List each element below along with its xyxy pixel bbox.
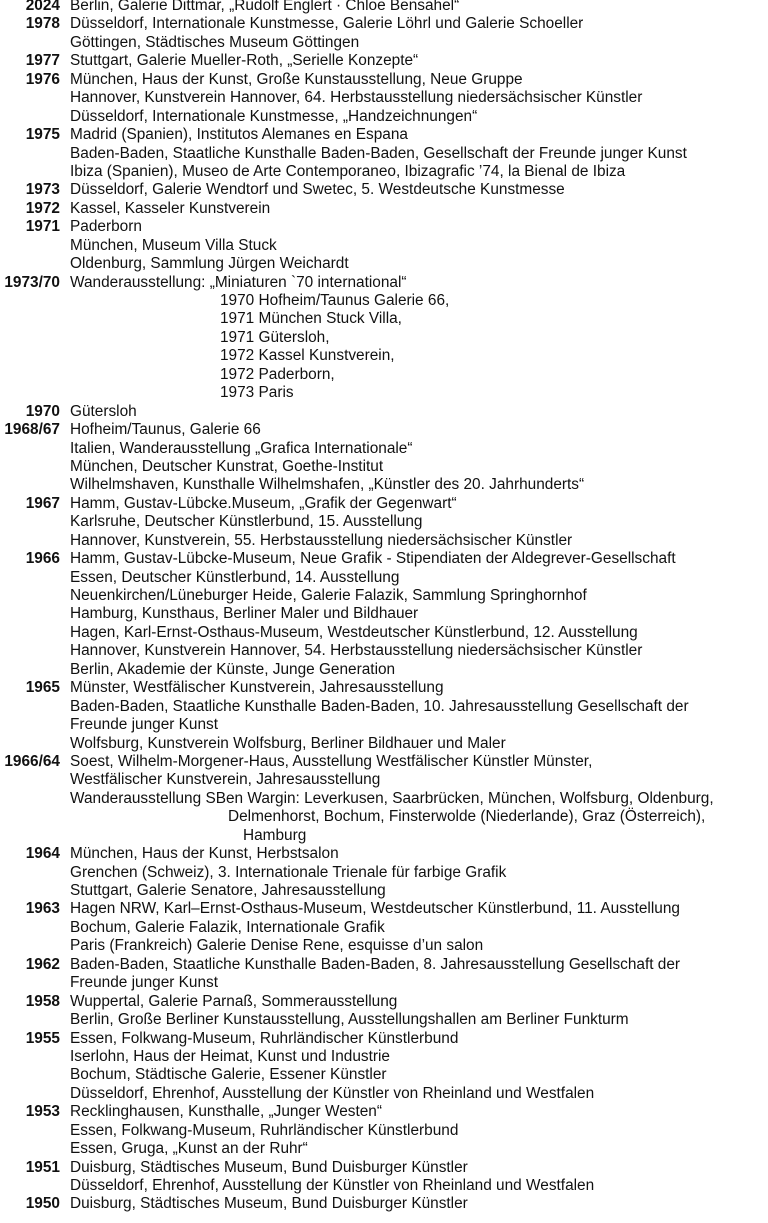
exhibition-row: [0, 495, 768, 513]
exhibition-year: 1955: [25, 1029, 60, 1047]
exhibition-entry: Baden-Baden, Staatliche Kunsthalle Baden-Baden, 10. Jahresausstellung Gesellschaft der: [70, 697, 689, 715]
exhibition-row: [0, 163, 768, 181]
exhibition-row: [0, 421, 768, 439]
exhibition-row: [0, 1011, 768, 1029]
exhibition-entry: Hannover, Kunstverein, 55. Herbstausstellung niedersächsischer Künstler: [70, 531, 573, 549]
exhibition-row: [0, 1140, 768, 1158]
exhibition-entry: Bochum, Galerie Falazik, Internationale Grafik: [70, 918, 385, 936]
exhibition-entry: Essen, Gruga, „Kunst an der Ruhr“: [70, 1140, 308, 1158]
exhibition-row: [0, 366, 768, 384]
exhibition-entry: Soest, Wilhelm-Morgener-Haus, Ausstellung Westfälischer Künstler Münster,: [70, 752, 593, 770]
exhibition-entry: Stuttgart, Galerie Senatore, Jahresausstellung: [70, 882, 386, 899]
exhibition-year: 1962: [25, 955, 60, 973]
exhibition-entry: Essen, Folkwang-Museum, Ruhrländischer Künstlerbund: [70, 1121, 459, 1139]
exhibition-year: 1978: [25, 15, 60, 33]
exhibition-row: [0, 698, 768, 716]
exhibition-entry: Hannover, Kunstverein Hannover, 64. Herbstausstellung niedersächsischer Künstler: [70, 89, 643, 107]
exhibition-entry: Freunde junger Kunst: [70, 974, 219, 992]
exhibition-entry: München, Museum Villa Stuck: [70, 236, 277, 254]
exhibition-entry: Wuppertal, Galerie Parnaß, Sommerausstellung: [70, 992, 398, 1010]
exhibition-row: [0, 827, 768, 845]
exhibition-year: 1963: [25, 900, 60, 918]
exhibition-entry: Essen, Deutscher Künstlerbund, 14. Ausstellung: [70, 568, 400, 586]
exhibition-entry: Berlin, Akademie der Künste, Junge Generation: [70, 660, 396, 678]
exhibition-row: [0, 0, 768, 15]
exhibition-row: [0, 145, 768, 163]
exhibition-year: 1965: [25, 679, 60, 697]
exhibition-year: 1977: [25, 52, 60, 70]
exhibition-row: [0, 71, 768, 89]
exhibition-entry: Düsseldorf, Ehrenhof, Ausstellung der Künstler von Rheinland und Westfalen: [70, 1084, 595, 1102]
exhibition-entry: 1970 Hofheim/Taunus Galerie 66,: [220, 292, 450, 309]
exhibition-entry: München, Haus der Kunst, Herbstsalon: [70, 845, 339, 863]
exhibition-year: 1967: [25, 494, 60, 512]
exhibition-year: 1970: [25, 402, 60, 420]
exhibition-entry: Gütersloh: [70, 402, 137, 420]
exhibition-row: [0, 624, 768, 642]
exhibition-entry: 1972 Paderborn,: [220, 365, 335, 383]
exhibition-entry: Iserlohn, Haus der Heimat, Kunst und Industrie: [70, 1047, 390, 1065]
exhibition-entry: Stuttgart, Galerie Mueller-Roth, „Serielle Konzepte“: [70, 52, 419, 70]
exhibition-year: 1968/67: [4, 421, 60, 439]
exhibition-entry: Delmenhorst, Bochum, Finsterwolde (Niederlande), Graz (Österreich),: [228, 808, 706, 826]
exhibition-entry: 1973 Paris: [220, 384, 294, 402]
exhibition-year: 2024: [25, 0, 60, 14]
exhibition-row: [0, 218, 768, 236]
exhibition-row: [0, 1085, 768, 1103]
exhibition-entry: Wolfsburg, Kunstverein Wolfsburg, Berliner Bildhauer und Maler: [70, 734, 506, 752]
exhibition-row: [0, 200, 768, 218]
exhibition-row: [0, 403, 768, 421]
exhibition-row: [0, 108, 768, 126]
exhibition-entry: Recklinghausen, Kunsthalle, „Junger Westen“: [70, 1103, 382, 1121]
exhibition-entry: Westfälischer Kunstverein, Jahresausstellung: [70, 771, 381, 789]
exhibition-row: [0, 587, 768, 605]
exhibition-year: 1958: [25, 992, 60, 1010]
exhibition-row: [0, 15, 768, 33]
exhibition-row: [0, 808, 768, 826]
exhibition-row: [0, 34, 768, 52]
exhibition-row: [0, 384, 768, 402]
exhibition-row: [0, 716, 768, 734]
exhibition-year: 1972: [25, 199, 60, 217]
exhibition-row: [0, 642, 768, 660]
exhibition-row: [0, 974, 768, 992]
exhibition-entry: Oldenburg, Sammlung Jürgen Weichardt: [70, 255, 349, 273]
exhibition-year: 1976: [25, 70, 60, 88]
exhibition-entry: 1971 Gütersloh,: [220, 328, 330, 346]
exhibition-entry: Freunde junger Kunst: [70, 716, 219, 734]
exhibition-row: [0, 753, 768, 771]
exhibition-entry: Baden-Baden, Staatliche Kunsthalle Baden-Baden, Gesellschaft der Freunde junger Kunst: [70, 144, 687, 162]
exhibition-year: 1973/70: [4, 273, 60, 291]
exhibition-row: [0, 440, 768, 458]
exhibition-row: [0, 771, 768, 789]
exhibition-entry: München, Deutscher Kunstrat, Goethe-Institut: [70, 457, 384, 475]
exhibition-row: [0, 1122, 768, 1140]
exhibition-entry: Madrid (Spanien), Institutos Alemanes en Espana: [70, 126, 408, 144]
exhibition-row: [0, 181, 768, 199]
exhibition-entry: Göttingen, Städtisches Museum Göttingen: [70, 33, 360, 51]
exhibition-row: [0, 993, 768, 1011]
exhibition-row: [0, 661, 768, 679]
exhibition-entry: Essen, Folkwang-Museum, Ruhrländischer Künstlerbund: [70, 1029, 459, 1047]
exhibition-row: [0, 864, 768, 882]
exhibition-entry: Ibiza (Spanien), Museo de Arte Contemporaneo, Ibizagrafic ’74, la Bienal de Ibiza: [70, 162, 626, 180]
exhibition-entry: Hamm, Gustav-Lübcke.Museum, „Grafik der Gegenwart“: [70, 494, 457, 512]
exhibition-entry: Münster, Westfälischer Kunstverein, Jahresausstellung: [70, 679, 444, 697]
exhibition-row: [0, 1103, 768, 1121]
exhibition-entry: Hamburg: [243, 826, 307, 844]
exhibition-entry: Paris (Frankreich) Galerie Denise Rene, esquisse d’un salon: [70, 937, 484, 955]
exhibition-entry: Paderborn: [70, 218, 142, 236]
exhibition-entry: München, Haus der Kunst, Große Kunstausstellung, Neue Gruppe: [70, 70, 523, 88]
exhibition-year: 1971: [25, 218, 60, 236]
exhibition-entry: Hofheim/Taunus, Galerie 66: [70, 421, 261, 439]
exhibition-row: [0, 550, 768, 568]
exhibition-entry: Kassel, Kasseler Kunstverein: [70, 199, 271, 217]
exhibition-entry: 1972 Kassel Kunstverein,: [220, 347, 395, 365]
exhibition-entry: Düsseldorf, Galerie Wendtorf und Swetec, 5. Westdeutsche Kunstmesse: [70, 181, 565, 199]
exhibition-year: 1973: [25, 181, 60, 199]
exhibition-row: [0, 1159, 768, 1177]
exhibition-year: 1950: [25, 1195, 60, 1213]
exhibition-row: [0, 347, 768, 365]
exhibition-entry: Hagen NRW, Karl–Ernst-Osthaus-Museum, Westdeutscher Künstlerbund, 11. Ausstellung: [70, 900, 680, 918]
exhibition-entry: Italien, Wanderausstellung „Grafica Internationale“: [70, 439, 413, 457]
exhibition-row: [0, 532, 768, 550]
exhibition-row: [0, 292, 768, 310]
exhibition-row: [0, 458, 768, 476]
exhibition-row: [0, 735, 768, 753]
exhibition-row: [0, 605, 768, 623]
exhibition-row: [0, 237, 768, 255]
exhibition-row: [0, 513, 768, 531]
exhibition-row: [0, 790, 768, 808]
exhibition-entry: Düsseldorf, Internationale Kunstmesse, „Handzeichnungen“: [70, 107, 478, 125]
exhibition-year: 1964: [25, 845, 60, 863]
exhibition-entry: Neuenkirchen/Lüneburger Heide, Galerie Falazik, Sammlung Springhornhof: [70, 587, 587, 604]
exhibition-entry: 1971 München Stuck Villa,: [220, 310, 402, 328]
exhibition-row: [0, 126, 768, 144]
exhibition-entry: Duisburg, Städtisches Museum, Bund Duisburger Künstler: [70, 1158, 468, 1176]
exhibition-entry: Düsseldorf, Ehrenhof, Ausstellung der Künstler von Rheinland und Westfalen: [70, 1177, 595, 1194]
exhibition-entry: Grenchen (Schweiz), 3. Internationale Trienale für farbige Grafik: [70, 863, 507, 881]
exhibition-row: [0, 310, 768, 328]
exhibition-row: [0, 882, 768, 900]
exhibition-year: 1951: [25, 1158, 60, 1176]
exhibition-row: [0, 845, 768, 863]
exhibition-row: [0, 52, 768, 70]
exhibition-row: [0, 1195, 768, 1213]
exhibition-row: [0, 1048, 768, 1066]
exhibition-row: [0, 329, 768, 347]
exhibition-year: 1966: [25, 550, 60, 568]
exhibition-row: [0, 900, 768, 918]
exhibition-entry: Karlsruhe, Deutscher Künstlerbund, 15. Ausstellung: [70, 513, 423, 531]
exhibition-entry: Hagen, Karl-Ernst-Osthaus-Museum, Westdeutscher Künstlerbund, 12. Ausstellung: [70, 623, 638, 641]
exhibition-entry: Wanderausstellung SBen Wargin: Leverkusen, Saarbrücken, München, Wolfsburg, Oldenburg,: [70, 789, 714, 807]
exhibition-entry: Düsseldorf, Internationale Kunstmesse, Galerie Löhrl und Galerie Schoeller: [70, 15, 584, 33]
exhibition-row: [0, 1030, 768, 1048]
exhibition-year: 1966/64: [4, 752, 60, 770]
exhibition-row: [0, 476, 768, 494]
exhibition-year: 1975: [25, 126, 60, 144]
exhibition-entry: Baden-Baden, Staatliche Kunsthalle Baden-Baden, 8. Jahresausstellung Gesellschaft der: [70, 955, 681, 973]
exhibition-entry: Duisburg, Städtisches Museum, Bund Duisburger Künstler: [70, 1195, 468, 1213]
exhibition-entry: Hamm, Gustav-Lübcke-Museum, Neue Grafik - Stipendiaten der Aldegrever-Gesellschaft: [70, 550, 676, 568]
exhibition-row: [0, 569, 768, 587]
exhibition-year: 1953: [25, 1103, 60, 1121]
exhibition-row: [0, 937, 768, 955]
exhibition-row: [0, 956, 768, 974]
exhibition-entry: Berlin, Große Berliner Kunstausstellung, Ausstellungshallen am Berliner Funkturm: [70, 1011, 629, 1029]
exhibition-row: [0, 274, 768, 292]
exhibition-entry: Hannover, Kunstverein Hannover, 54. Herbstausstellung niedersächsischer Künstler: [70, 642, 643, 660]
exhibition-entry: Wilhelmshaven, Kunsthalle Wilhelmshafen, „Künstler des 20. Jahrhunderts“: [70, 476, 585, 494]
exhibition-row: [0, 919, 768, 937]
exhibition-entry: Hamburg, Kunsthaus, Berliner Maler und Bildhauer: [70, 605, 419, 623]
exhibition-row: [0, 255, 768, 273]
exhibition-entry: Bochum, Städtische Galerie, Essener Künstler: [70, 1066, 387, 1084]
exhibition-row: [0, 1177, 768, 1195]
exhibition-entry: Berlin, Galerie Dittmar, „Rudolf Englert · Chloe Bensahel“: [70, 0, 460, 14]
exhibition-row: [0, 1066, 768, 1084]
exhibition-row: [0, 679, 768, 697]
exhibition-entry: Wanderausstellung: „Miniaturen `70 international“: [70, 273, 407, 291]
exhibition-row: [0, 89, 768, 107]
